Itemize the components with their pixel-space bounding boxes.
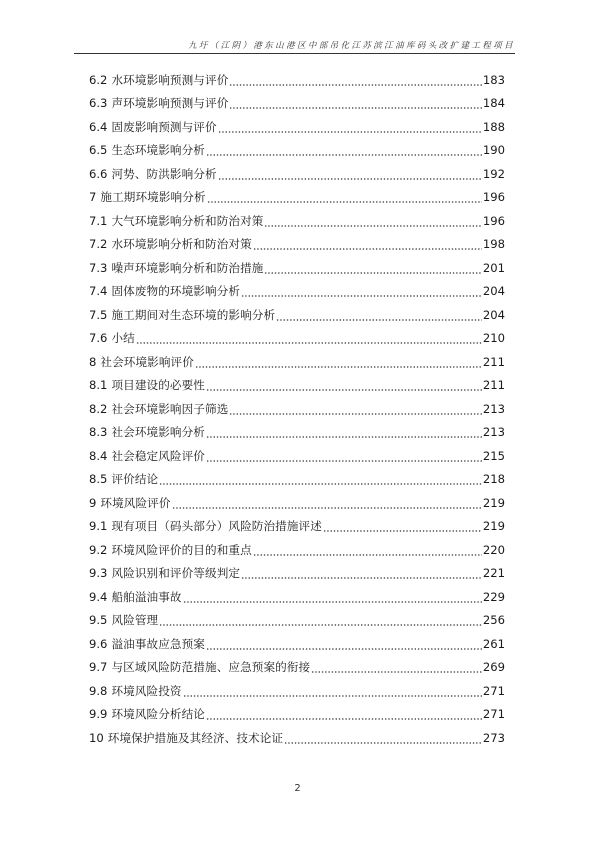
toc-entry[interactable] [89,704,505,728]
toc-entry[interactable] [89,304,505,328]
toc-dot-leader [206,154,482,156]
toc-dot-leader [241,295,482,297]
toc-entry-number: 9.1 [89,519,108,534]
toc-entry-title: 环境风险投资 [111,683,182,698]
toc-entry-title: 社会环境影响因子筛选 [111,401,229,416]
toc-entry-page: 218 [482,472,505,487]
toc-entry[interactable] [89,610,505,634]
toc-entry[interactable] [89,116,505,140]
toc-dot-leader [264,272,481,274]
toc-dot-leader [253,248,482,250]
toc-entry-page: 221 [482,566,505,581]
table-of-contents [89,69,505,751]
toc-dot-leader [284,742,482,744]
toc-entry-number: 8.3 [89,425,108,440]
toc-entry[interactable] [89,210,505,234]
toc-entry-number: 6.4 [89,119,108,134]
toc-entry-number: 8.2 [89,401,108,416]
toc-entry-title: 声环境影响预测与评价 [111,96,229,111]
toc-entry-number: 6.2 [89,72,108,87]
toc-entry[interactable] [89,516,505,540]
toc-entry-page: 271 [482,683,505,698]
toc-entry-page: 219 [482,519,505,534]
toc-dot-leader [264,225,481,227]
toc-entry-number: 6.5 [89,143,108,158]
toc-entry[interactable] [89,422,505,446]
toc-entry-title: 生态环境影响分析 [111,143,206,158]
toc-entry-page: 196 [482,190,505,205]
toc-entry-title: 水环境影响预测与评价 [111,72,229,87]
page-number: 2 [294,783,301,794]
toc-entry-page: 210 [482,331,505,346]
toc-entry[interactable] [89,445,505,469]
toc-entry-page: 229 [482,589,505,604]
toc-entry-number: 7.1 [89,213,108,228]
toc-entry-number: 9.9 [89,707,108,722]
toc-entry-page: 211 [482,354,505,369]
toc-entry-page: 184 [482,96,505,111]
toc-entry-title: 项目建设的必要性 [111,378,206,393]
toc-entry-title: 评价结论 [111,472,159,487]
toc-entry-page: 190 [482,143,505,158]
toc-entry[interactable] [89,633,505,657]
toc-dot-leader [159,624,482,626]
toc-entry-title: 固体废物的环境影响分析 [111,284,241,299]
toc-entry[interactable] [89,93,505,117]
toc-entry-page: 256 [482,613,505,628]
toc-dot-leader [276,319,482,321]
toc-entry-title: 环境风险评价的目的和重点 [111,542,252,557]
toc-dot-leader [229,107,481,109]
toc-entry[interactable] [89,163,505,187]
toc-dot-leader [206,460,482,462]
toc-entry-page: 183 [482,72,505,87]
toc-dot-leader [206,718,482,720]
toc-entry-title: 环境风险分析结论 [111,707,206,722]
toc-entry-page: 271 [482,707,505,722]
toc-entry[interactable] [89,680,505,704]
toc-entry[interactable] [89,187,505,211]
toc-entry-page: 204 [482,284,505,299]
toc-entry[interactable] [89,492,505,516]
toc-entry-number: 9.7 [89,660,108,675]
toc-entry-title: 环境保护措施及其经济、技术论证 [107,730,284,745]
toc-entry-page: 220 [482,542,505,557]
toc-entry-title: 噪声环境影响分析和防治措施 [111,260,264,275]
toc-entry-page: 198 [482,237,505,252]
toc-entry-page: 201 [482,260,505,275]
toc-entry-number: 7.4 [89,284,108,299]
toc-entry[interactable] [89,657,505,681]
toc-entry-number: 7 [89,190,97,205]
toc-entry[interactable] [89,586,505,610]
toc-entry-page: 213 [482,401,505,416]
toc-entry-page: 204 [482,307,505,322]
toc-entry[interactable] [89,234,505,258]
toc-entry-title: 河势、防洪影响分析 [111,166,217,181]
toc-dot-leader [229,84,481,86]
toc-entry-number: 8.4 [89,448,108,463]
toc-entry-page: 211 [482,378,505,393]
toc-entry[interactable] [89,140,505,164]
toc-entry-number: 8.1 [89,378,108,393]
toc-dot-leader [159,483,482,485]
toc-entry-page: 188 [482,119,505,134]
toc-dot-leader [172,507,482,509]
toc-entry-number: 9.8 [89,683,108,698]
toc-dot-leader [323,530,482,532]
toc-entry[interactable] [89,469,505,493]
toc-entry-page: 196 [482,213,505,228]
toc-entry-number: 10 [89,730,104,745]
toc-dot-leader [241,577,482,579]
toc-entry[interactable] [89,257,505,281]
toc-entry-number: 9.3 [89,566,108,581]
toc-entry-number: 9.5 [89,613,108,628]
toc-entry-page: 192 [482,166,505,181]
toc-entry[interactable] [89,539,505,563]
toc-entry-title: 大气环境影响分析和防治对策 [111,213,264,228]
toc-dot-leader [183,601,482,603]
toc-entry-page: 269 [482,660,505,675]
toc-entry-title: 施工期环境影响分析 [100,190,206,205]
toc-entry-number: 9.4 [89,589,108,604]
toc-dot-leader [206,436,482,438]
toc-entry-title: 小结 [111,331,135,346]
toc-entry[interactable] [89,351,505,375]
toc-entry-page: 273 [482,730,505,745]
toc-entry[interactable] [89,398,505,422]
toc-dot-leader [183,695,482,697]
toc-entry-number: 7.3 [89,260,108,275]
toc-entry-title: 与区域风险防范措施、应急预案的衔接 [111,660,311,675]
toc-entry-title: 社会环境影响评价 [100,354,194,369]
header-title: 九圩（江阴）港东山港区中部吊化江苏滨江油库码头改扩建工程项目 [187,41,515,51]
toc-entry-number: 6.6 [89,166,108,181]
toc-entry-title: 风险识别和评价等级判定 [111,566,241,581]
page-header [74,37,515,54]
toc-dot-leader [206,389,482,391]
toc-dot-leader [253,554,482,556]
toc-entry-number: 9.6 [89,636,108,651]
toc-dot-leader [136,342,482,344]
toc-entry-title: 社会稳定风险评价 [111,448,206,463]
toc-entry-title: 水环境影响分析和防治对策 [111,237,252,252]
toc-entry-number: 7.2 [89,237,108,252]
toc-dot-leader [218,131,482,133]
toc-dot-leader [311,671,482,673]
toc-entry-number: 7.5 [89,307,108,322]
toc-entry-number: 9.2 [89,542,108,557]
toc-entry-page: 213 [482,425,505,440]
toc-entry-title: 船舶溢油事故 [111,589,182,604]
toc-entry-number: 8.5 [89,472,108,487]
toc-entry-title: 现有项目（码头部分）风险防治措施评述 [111,519,322,534]
toc-entry[interactable] [89,281,505,305]
toc-entry[interactable] [89,69,505,93]
toc-entry[interactable] [89,563,505,587]
toc-entry[interactable] [89,375,505,399]
toc-entry-page: 261 [482,636,505,651]
toc-entry-number: 9 [89,495,97,510]
toc-entry-page: 219 [482,495,505,510]
toc-entry-title: 风险管理 [111,613,159,628]
toc-entry-title: 施工期间对生态环境的影响分析 [111,307,276,322]
toc-entry-page: 215 [482,448,505,463]
toc-entry-title: 环境风险评价 [100,495,171,510]
toc-dot-leader [218,178,482,180]
toc-entry-title: 溢油事故应急预案 [111,636,206,651]
toc-dot-leader [207,201,482,203]
toc-dot-leader [195,366,482,368]
toc-entry[interactable] [89,727,505,751]
toc-dot-leader [229,413,481,415]
toc-entry-title: 社会环境影响分析 [111,425,206,440]
toc-entry[interactable] [89,328,505,352]
toc-dot-leader [206,648,482,650]
toc-entry-number: 8 [89,354,97,369]
toc-entry-number: 6.3 [89,96,108,111]
toc-entry-title: 固废影响预测与评价 [111,119,217,134]
toc-entry-number: 7.6 [89,331,108,346]
